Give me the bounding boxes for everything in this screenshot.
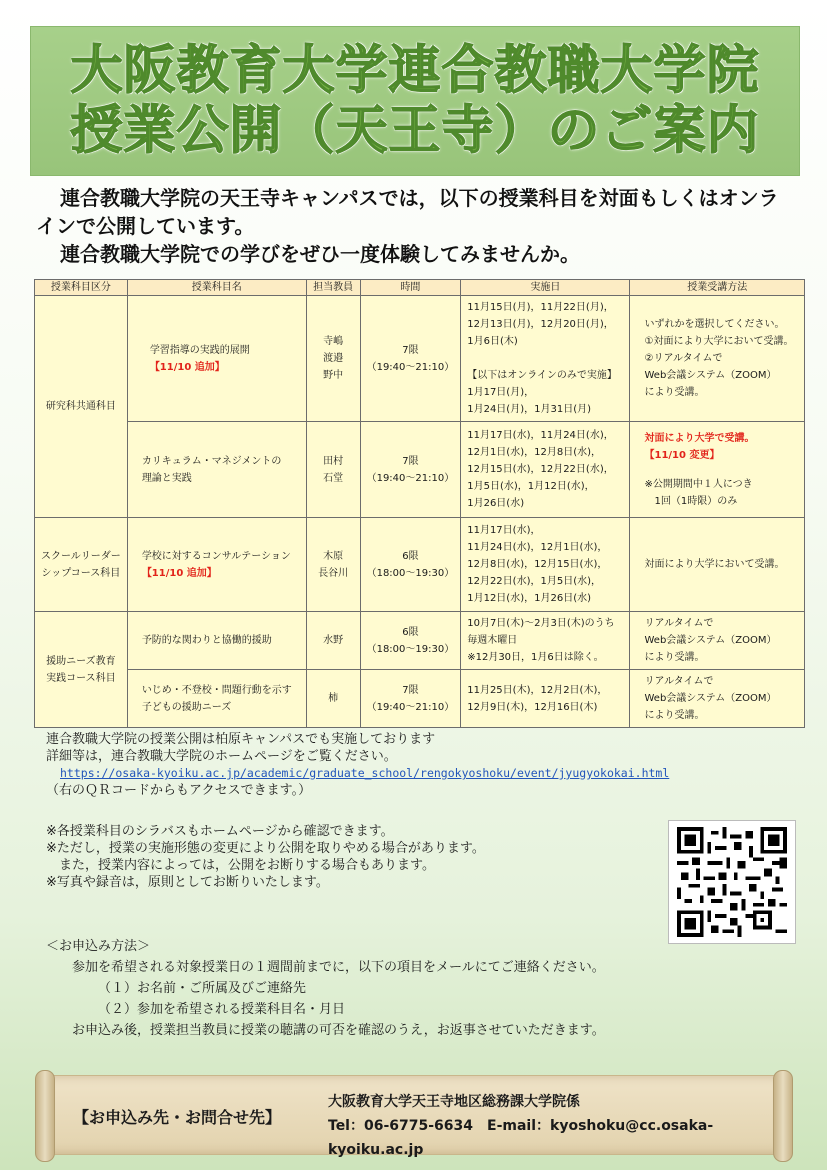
header-subject: 授業科目名	[127, 280, 306, 296]
table-row	[35, 422, 805, 518]
category-cell	[35, 612, 128, 728]
method-line: により受講。	[644, 387, 705, 398]
added-tag: 【11/10 追加】	[141, 567, 217, 579]
teacher-cell: 水野	[306, 612, 360, 670]
date-line	[467, 350, 623, 367]
date-line: 12月13日(月)，12月20日(月)，	[467, 319, 614, 330]
table-header-row	[35, 280, 805, 296]
application-item: （２）参加を希望される授業科目名・月日	[98, 1002, 346, 1017]
time-cell	[360, 518, 461, 612]
method-line: Web会議システム（ZOOM）	[644, 693, 777, 704]
date-line: 11月17日(水)，11月24日(水)，	[467, 430, 614, 441]
method-line: ②リアルタイムで	[644, 353, 723, 364]
contact-info	[328, 1090, 783, 1162]
period: 7限	[402, 344, 419, 356]
teacher-cell	[306, 518, 360, 612]
application-heading: ＜お申込み方法＞	[46, 939, 151, 954]
table-row	[35, 612, 805, 670]
category-line: スクールリーダー	[41, 550, 121, 562]
teacher-name: 長谷川	[318, 567, 349, 579]
category-line: シップコース科目	[41, 567, 121, 579]
subject-name: カリキュラム・マネジメントの	[141, 455, 282, 467]
title-banner	[30, 26, 800, 176]
subject-cell	[127, 422, 306, 518]
method-cell	[630, 670, 805, 728]
application-item: （１）お名前・ご所属及びご連絡先	[98, 981, 307, 996]
date-line: 1月24日(月)，1月31日(月)	[467, 404, 591, 415]
dates-cell	[461, 612, 630, 670]
method-cell	[630, 612, 805, 670]
date-line: 11月25日(木)，12月2日(木)，	[467, 684, 608, 696]
date-line: 毎週木曜日	[467, 635, 518, 646]
note-line: ※ただし，授業の実施形態の変更により公開を取りやめる場合があります。	[46, 841, 485, 856]
qr-code-icon	[677, 827, 787, 937]
note-line: ※各授業科目のシラバスもホームページから確認できます。	[46, 824, 394, 839]
time-cell	[360, 422, 461, 518]
period: 6限	[402, 550, 419, 562]
time-range: （18:00～19:30）	[366, 567, 455, 579]
header-teacher: 担当教員	[306, 280, 360, 296]
header-dates: 実施日	[461, 280, 630, 296]
subject-name-2: 理論と実践	[141, 472, 192, 484]
teacher-name: 野中	[323, 370, 344, 381]
date-line: 1月5日(水)，1月12日(水)，	[467, 481, 595, 492]
application-followup: お申込み後，授業担当教員に授業の聴講の可否を確認のうえ，お返事させていただきます。	[72, 1023, 605, 1038]
note-line: （右のＱＲコードからもアクセスできます。）	[46, 783, 312, 798]
category-line: 援助ニーズ教育	[46, 655, 116, 667]
subject-name: 学校に対するコンサルテーション	[141, 550, 291, 562]
method-line: ①対面により大学において受講。	[644, 336, 794, 347]
header-method: 授業受講方法	[630, 280, 805, 296]
intro-paragraph-2: 連合教職大学院での学びをぜひ一度体験してみませんか。	[60, 242, 580, 266]
table-row	[35, 670, 805, 728]
method-line: ※公開期間中１人につき	[644, 478, 753, 490]
method-cell: 対面により大学において受講。	[630, 518, 805, 612]
spacer	[644, 464, 798, 476]
time-range: （19:40～21:10）	[366, 701, 455, 713]
time-range: （19:40～21:10）	[366, 472, 455, 484]
time-cell	[360, 612, 461, 670]
dates-cell	[461, 670, 630, 728]
note-line: ※写真や録音は，原則としてお断りいたします。	[46, 875, 329, 890]
application-instruction: 参加を希望される対象授業日の１週間前までに，以下の項目をメールにてご連絡ください。	[72, 960, 605, 975]
category-line: 実践コース科目	[46, 672, 116, 684]
date-line: 1月17日(月)，	[467, 387, 535, 398]
teacher-cell	[306, 422, 360, 518]
method-line: により受講。	[644, 710, 705, 721]
contact-scroll	[44, 1075, 784, 1158]
application-section	[46, 936, 806, 1041]
category-cell: 研究科共通科目	[35, 296, 128, 518]
header-time: 時間	[360, 280, 461, 296]
subject-cell: 予防的な関わりと協働的援助	[127, 612, 306, 670]
subject-cell	[127, 518, 306, 612]
date-line: 12月22日(水)，1月5日(水)，	[467, 576, 601, 587]
subject-name: いじめ・不登校・問題行動を示す	[141, 684, 292, 696]
date-line: 12月1日(水)，12月8日(水)，	[467, 447, 601, 458]
note-line: また，授業内容によっては，公開をお断りする場合もあります。	[46, 858, 435, 873]
method-line: 1回（1時限）のみ	[644, 495, 738, 507]
campus-notes	[46, 731, 806, 799]
subject-name-2: 子どもの援助ニーズ	[141, 701, 232, 713]
subject-cell	[127, 296, 306, 422]
changed-tag: 【11/10 変更】	[644, 449, 720, 461]
teacher-name: 寺嶋	[323, 336, 344, 347]
table-row	[35, 518, 805, 612]
date-line: 1月6日(木)	[467, 336, 518, 347]
contact-label: 【お申込み先・お問合せ先】	[73, 1108, 282, 1127]
intro-paragraph-1: 連合教職大学院の天王寺キャンパスでは，以下の授業科目を対面もしくはオンラインで公開しています。	[36, 186, 779, 238]
period: 6限	[402, 626, 419, 638]
time-cell	[360, 296, 461, 422]
title-line-1: 大阪教育大学連合教職大学院	[70, 41, 760, 101]
table-row	[35, 296, 805, 422]
period: 7限	[402, 455, 419, 467]
contact-tel-email: Tel：06-6775-6634 E-mail：kyoshoku@cc.osaka-kyoiku.ac.jp	[328, 1118, 714, 1158]
date-line: 10月7日(木)～2月3日(木)のうち	[467, 618, 615, 629]
method-line: Web会議システム（ZOOM）	[644, 635, 777, 646]
time-range: （18:00～19:30）	[366, 643, 455, 655]
date-line: 1月26日(水)	[467, 498, 525, 509]
qr-code	[668, 820, 796, 944]
date-line: 11月24日(水)，12月1日(水)，	[467, 542, 608, 553]
note-line: 詳細等は，連合教職大学院のホームページをご覧ください。	[46, 749, 397, 764]
caution-notes	[46, 823, 646, 891]
method-line: リアルタイムで	[644, 676, 714, 687]
method-cell	[630, 422, 805, 518]
homepage-link[interactable]: https://osaka-kyoiku.ac.jp/academic/graduate_school/rengokyoshoku/event/jyugyokokai.html	[60, 766, 670, 780]
method-line: いずれかを選択してください。	[644, 319, 785, 330]
date-line: 12月8日(水)，12月15日(水)，	[467, 559, 608, 570]
date-line: 1月12日(水)，1月26日(水)	[467, 593, 591, 604]
method-line: リアルタイムで	[644, 618, 714, 629]
dates-cell	[461, 422, 630, 518]
date-line: 【以下はオンラインのみで実施】	[467, 370, 617, 381]
method-line: Web会議システム（ZOOM）	[644, 370, 777, 381]
method-line: により受講。	[644, 652, 705, 663]
category-cell	[35, 518, 128, 612]
subject-name: 学習指導の実践的展開	[149, 344, 250, 356]
contact-organization: 大阪教育大学天王寺地区総務課大学院係	[328, 1094, 580, 1110]
teacher-name: 石堂	[323, 472, 344, 484]
header-category: 授業科目区分	[35, 280, 128, 296]
title-line-2: 授業公開（天王寺）のご案内	[70, 101, 760, 161]
intro-text	[36, 184, 796, 268]
date-line: 12月9日(木)，12月16日(木)	[467, 701, 598, 713]
time-range: （19:40～21:10）	[366, 361, 455, 373]
dates-cell	[461, 296, 630, 422]
schedule-table	[34, 279, 805, 728]
date-line: 11月17日(水)，	[467, 525, 541, 536]
date-line: 12月15日(水)，12月22日(水)，	[467, 464, 614, 475]
teacher-cell	[306, 296, 360, 422]
period: 7限	[402, 684, 419, 696]
teacher-cell: 柿	[306, 670, 360, 728]
subject-cell	[127, 670, 306, 728]
added-tag: 【11/10 追加】	[149, 361, 225, 373]
method-cell	[630, 296, 805, 422]
date-line: ※12月30日，1月6日は除く。	[467, 652, 604, 663]
date-line: 11月15日(月)，11月22日(月)，	[467, 302, 614, 313]
teacher-name: 木原	[323, 550, 344, 562]
dates-cell	[461, 518, 630, 612]
method-note-red: 対面により大学で受講。	[644, 432, 755, 444]
time-cell	[360, 670, 461, 728]
note-line: 連合教職大学院の授業公開は柏原キャンパスでも実施しております	[46, 732, 436, 747]
teacher-name: 渡邉	[323, 353, 344, 364]
teacher-name: 田村	[323, 455, 344, 467]
